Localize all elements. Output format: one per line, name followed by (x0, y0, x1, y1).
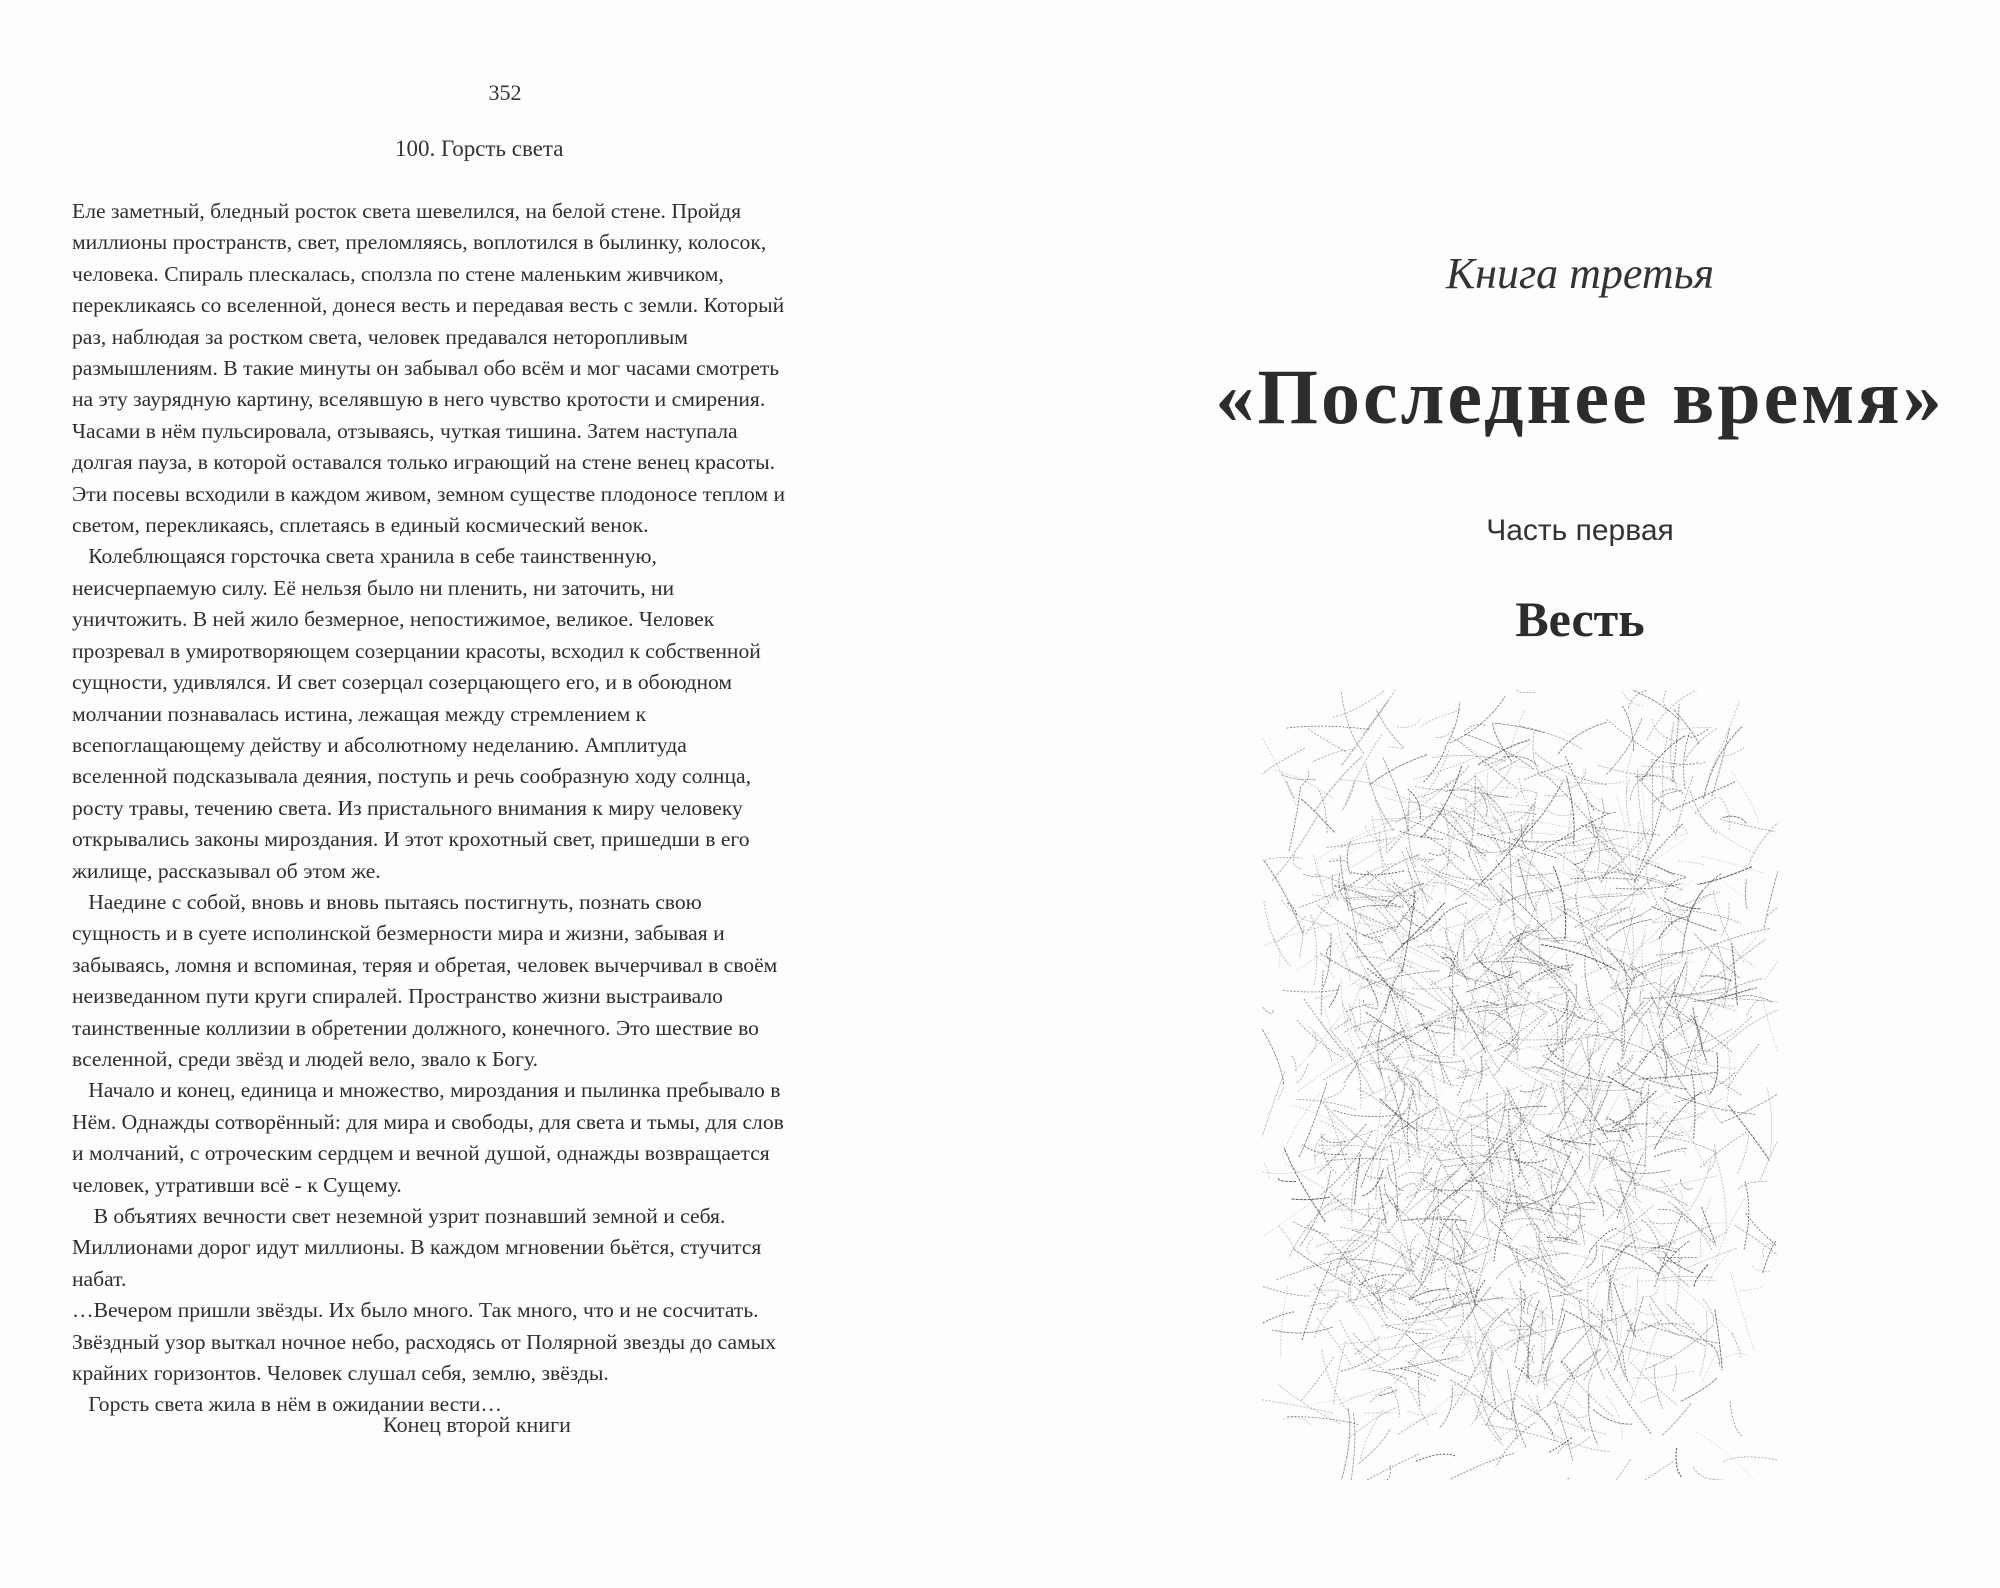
text-line: сущность и в суете исполинской безмерности мира и жизни, забывая и (72, 921, 725, 946)
text-line: Горсть света жила в нём в ожидании вести… (72, 1392, 502, 1417)
text-line: Начало и конец, единица и множество, мироздания и пылинка пребывало в (72, 1078, 781, 1103)
right-page (1000, 0, 2000, 1588)
text-line: человека. Спираль плескалась, сползла по стене маленьким живчиком, (72, 261, 724, 286)
text-line: всепоглащающему действу и абсолютному неделанию. Амплитуда (72, 732, 687, 757)
text-line: долгая пауза, в которой оставался только играющий на стене венец красоты. (72, 450, 776, 475)
text-line: В объятиях вечности свет неземной узрит познавший земной и себя. (72, 1204, 726, 1228)
text-line: неизведанном пути круги спиралей. Пространство жизни выстраивало (72, 984, 723, 1009)
text-line: Наедине с собой, вновь и вновь пытаясь постигнуть, познать свою (72, 889, 702, 914)
text-line: прозревал в умиротворяющем созерцании красоты, всходил к собственной (72, 638, 761, 663)
text-line: Часами в нём пульсировала, отзываясь, чуткая тишина. Затем наступала (72, 418, 738, 443)
text-line: вселенной подсказывала деяния, поступь и речь сообразную ходу солнца, (72, 764, 751, 789)
text-line: и молчаний, с отроческим сердцем и вечной душой, однажды возвращается (72, 1141, 770, 1166)
text-line: неисчерпаемую силу. Её нельзя было ни пленить, ни заточить, ни (72, 575, 675, 600)
text-line: сущности, удивлялся. И свет созерцал созерцающего его, и в обоюдном (72, 670, 733, 695)
text-line: …Вечером пришли звёзды. Их было много. Так много, что и не сосчитать. (72, 1298, 759, 1323)
text-line: Колеблющаяся горсточка света хранила в себе таинственную, (72, 544, 657, 569)
text-line: росту травы, течению света. Из пристального внимания к миру человеку (72, 795, 743, 820)
book-main-title: «Последнее время» (1215, 353, 1945, 440)
text-line: Нём. Однажды сотворённый: для мира и свободы, для света и тьмы, для слов (72, 1109, 784, 1134)
section-title: Весть (1515, 591, 1645, 647)
text-line: перекликаясь со вселенной, донеся весть и передавая весть с земли. Который (72, 293, 785, 318)
text-line: молчании познавалась истина, лежащая между стремлением к (72, 701, 647, 726)
text-line: Эти посевы всходили в каждом живом, земном существе плодоносе теплом и (72, 481, 786, 506)
text-line: открывались законы мироздания. И этот крохотный свет, пришедши в его (72, 827, 750, 852)
text-line: светом, перекликаясь, сплетаясь в единый космический венок. (72, 513, 649, 538)
book-label: Книга третья (1445, 249, 1715, 298)
scribble-strokes (1262, 690, 1778, 1480)
text-line: уничтожить. В ней жило безмерное, непостижимое, великое. Человек (72, 607, 715, 632)
text-line: крайних горизонтов. Человек слушал себя, землю, звёзды. (72, 1361, 609, 1386)
text-line: размышлениям. В такие минуты он забывал обо всём и мог часами смотреть (72, 356, 780, 381)
text-line: забываясь, ломня и вспоминая, теряя и обретая, человек вычерчивал в своём (72, 952, 778, 977)
text-line: набат. (72, 1266, 127, 1291)
text-line: Миллионами дорог идут миллионы. В каждом мгновении бьётся, стучится (72, 1235, 762, 1260)
text-line: человек, утративши всё - к Сущему. (72, 1172, 402, 1197)
text-line: таинственные коллизии в обретении должного, конечного. Это шествие во (72, 1015, 759, 1040)
text-line: миллионы пространств, свет, преломляясь, воплотился в былинку, колосок, (72, 230, 767, 255)
page-number: 352 (488, 80, 522, 105)
chapter-body-text (72, 196, 932, 1421)
chapter-title: 100. Горсть света (395, 136, 564, 161)
scribble-illustration (1262, 690, 1778, 1480)
text-line: вселенной, среди звёзд и людей вело, звало к Богу. (72, 1046, 539, 1071)
text-line: раз, наблюдая за ростком света, человек предавался неторопливым (72, 324, 688, 349)
text-line: Еле заметный, бледный росток света шевелился, на белой стене. Пройдя (72, 199, 742, 223)
end-of-book-note: Конец второй книги (383, 1412, 571, 1437)
text-line: Звёздный узор выткал ночное небо, расходясь от Полярной звезды до самых (72, 1329, 777, 1354)
text-line: на эту заурядную картину, вселявшую в него чувство кротости и смирения. (72, 387, 766, 412)
part-label: Часть первая (1486, 514, 1674, 547)
text-line: жилище, рассказывал об этом же. (72, 858, 381, 883)
